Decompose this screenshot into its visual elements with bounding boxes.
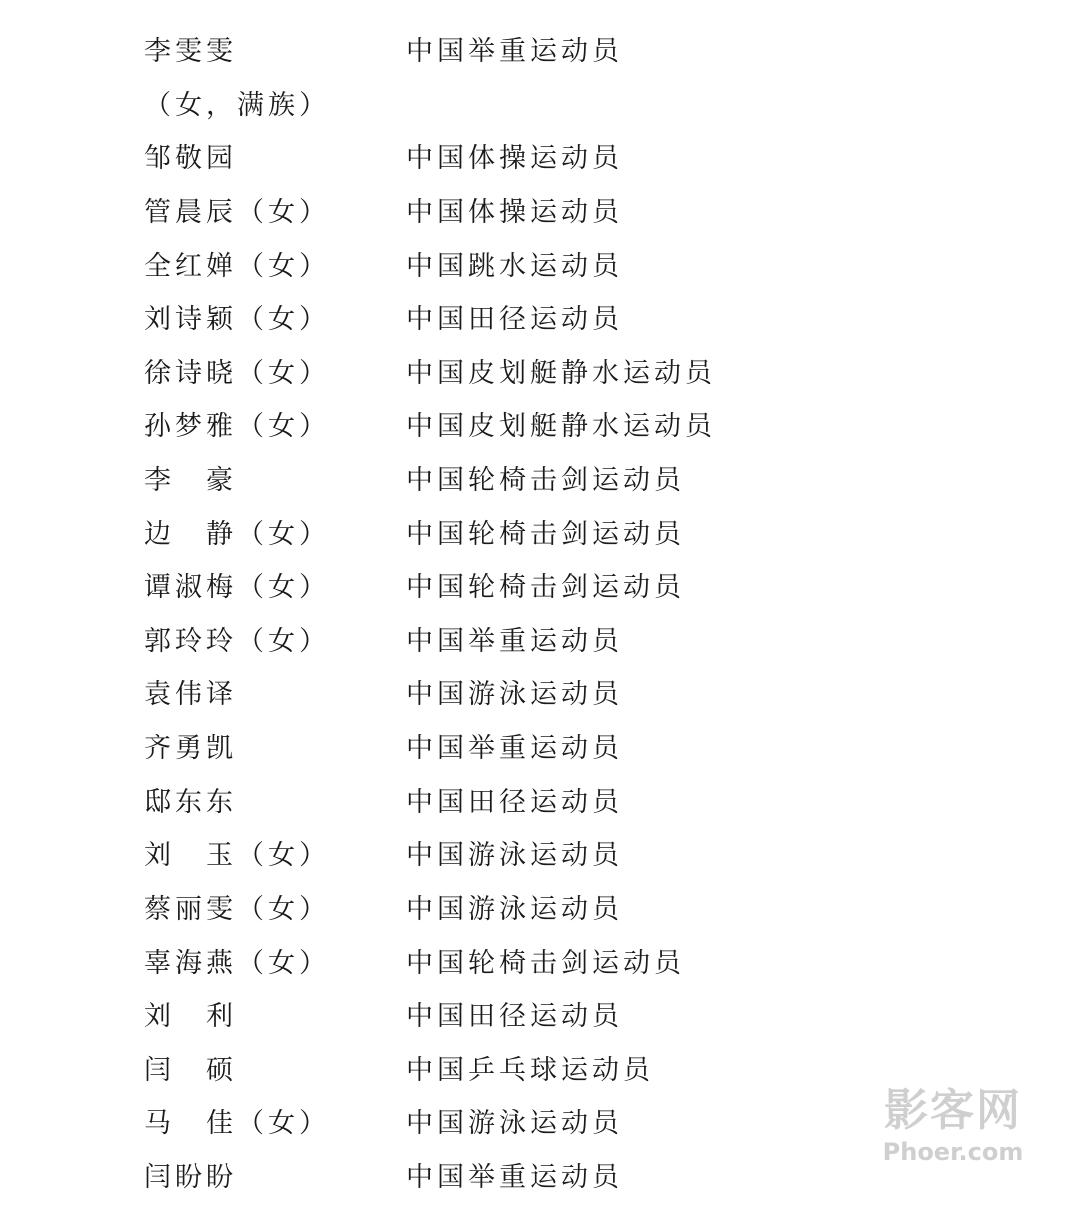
athlete-title: 中国轮椅击剑运动员: [406, 465, 685, 496]
athlete-name: 谭淑梅（女）: [144, 572, 330, 603]
roster-row: [0, 668, 1080, 722]
athlete-name: 闫 硕: [144, 1055, 237, 1086]
athlete-title: 中国田径运动员: [406, 1001, 623, 1032]
roster-row: [0, 722, 1080, 776]
athlete-name: 闫盼盼: [144, 1162, 237, 1193]
athlete-title: 中国游泳运动员: [406, 1108, 623, 1139]
roster-row: [0, 25, 1080, 79]
athlete-name: 郭玲玲（女）: [144, 626, 330, 657]
athlete-name: 李 豪: [144, 465, 237, 496]
athlete-title: 中国游泳运动员: [406, 679, 623, 710]
athlete-name: 马 佳（女）: [144, 1108, 330, 1139]
roster-row: [0, 776, 1080, 830]
watermark-chinese-text: 影客网: [884, 1085, 1022, 1136]
roster-row: [0, 132, 1080, 186]
roster-row: [0, 561, 1080, 615]
athlete-name: 齐勇凯: [144, 733, 237, 764]
roster-row: [0, 990, 1080, 1044]
athlete-title: 中国田径运动员: [406, 304, 623, 335]
athlete-name: 袁伟译: [144, 679, 237, 710]
athlete-name: 刘 利: [144, 1001, 237, 1032]
roster-row: [0, 829, 1080, 883]
roster-row: [0, 186, 1080, 240]
athlete-name: 全红婵（女）: [144, 251, 330, 282]
athlete-title: 中国皮划艇静水运动员: [406, 411, 716, 442]
athlete-name: （女，满族）: [144, 90, 330, 121]
athlete-title: 中国轮椅击剑运动员: [406, 572, 685, 603]
athlete-name: 辜海燕（女）: [144, 948, 330, 979]
athlete-title: 中国举重运动员: [406, 36, 623, 67]
athlete-name: 邸东东: [144, 787, 237, 818]
athlete-name: 刘 玉（女）: [144, 840, 330, 871]
athlete-title: 中国游泳运动员: [406, 894, 623, 925]
athlete-title: 中国游泳运动员: [406, 840, 623, 871]
athlete-title: 中国跳水运动员: [406, 251, 623, 282]
athlete-title: 中国皮划艇静水运动员: [406, 358, 716, 389]
watermark-english-text: Phoer.com: [882, 1138, 1024, 1166]
athlete-name: 邹敬园: [144, 143, 237, 174]
roster-row: [0, 240, 1080, 294]
athlete-name: 边 静（女）: [144, 519, 330, 550]
athlete-name: 管晨辰（女）: [144, 197, 330, 228]
athlete-name: 徐诗晓（女）: [144, 358, 330, 389]
athlete-title: 中国体操运动员: [406, 143, 623, 174]
athlete-title: 中国举重运动员: [406, 733, 623, 764]
athlete-name: 蔡丽雯（女）: [144, 894, 330, 925]
roster-row: [0, 937, 1080, 991]
athlete-title: 中国乒乓球运动员: [406, 1055, 654, 1086]
roster-row: [0, 508, 1080, 562]
athlete-name: 李雯雯: [144, 36, 237, 67]
athlete-title: 中国举重运动员: [406, 626, 623, 657]
roster-row: [0, 454, 1080, 508]
athlete-title: 中国轮椅击剑运动员: [406, 519, 685, 550]
athlete-title: 中国举重运动员: [406, 1162, 623, 1193]
athlete-name: 孙梦雅（女）: [144, 411, 330, 442]
roster-row: [0, 615, 1080, 669]
athlete-title: 中国轮椅击剑运动员: [406, 948, 685, 979]
roster-row: [0, 883, 1080, 937]
site-watermark: [868, 1085, 1038, 1175]
roster-row: [0, 79, 1080, 133]
roster-row: [0, 347, 1080, 401]
roster-row: [0, 293, 1080, 347]
athlete-title: 中国田径运动员: [406, 787, 623, 818]
roster-row: [0, 400, 1080, 454]
athlete-title: 中国体操运动员: [406, 197, 623, 228]
athlete-name: 刘诗颖（女）: [144, 304, 330, 335]
